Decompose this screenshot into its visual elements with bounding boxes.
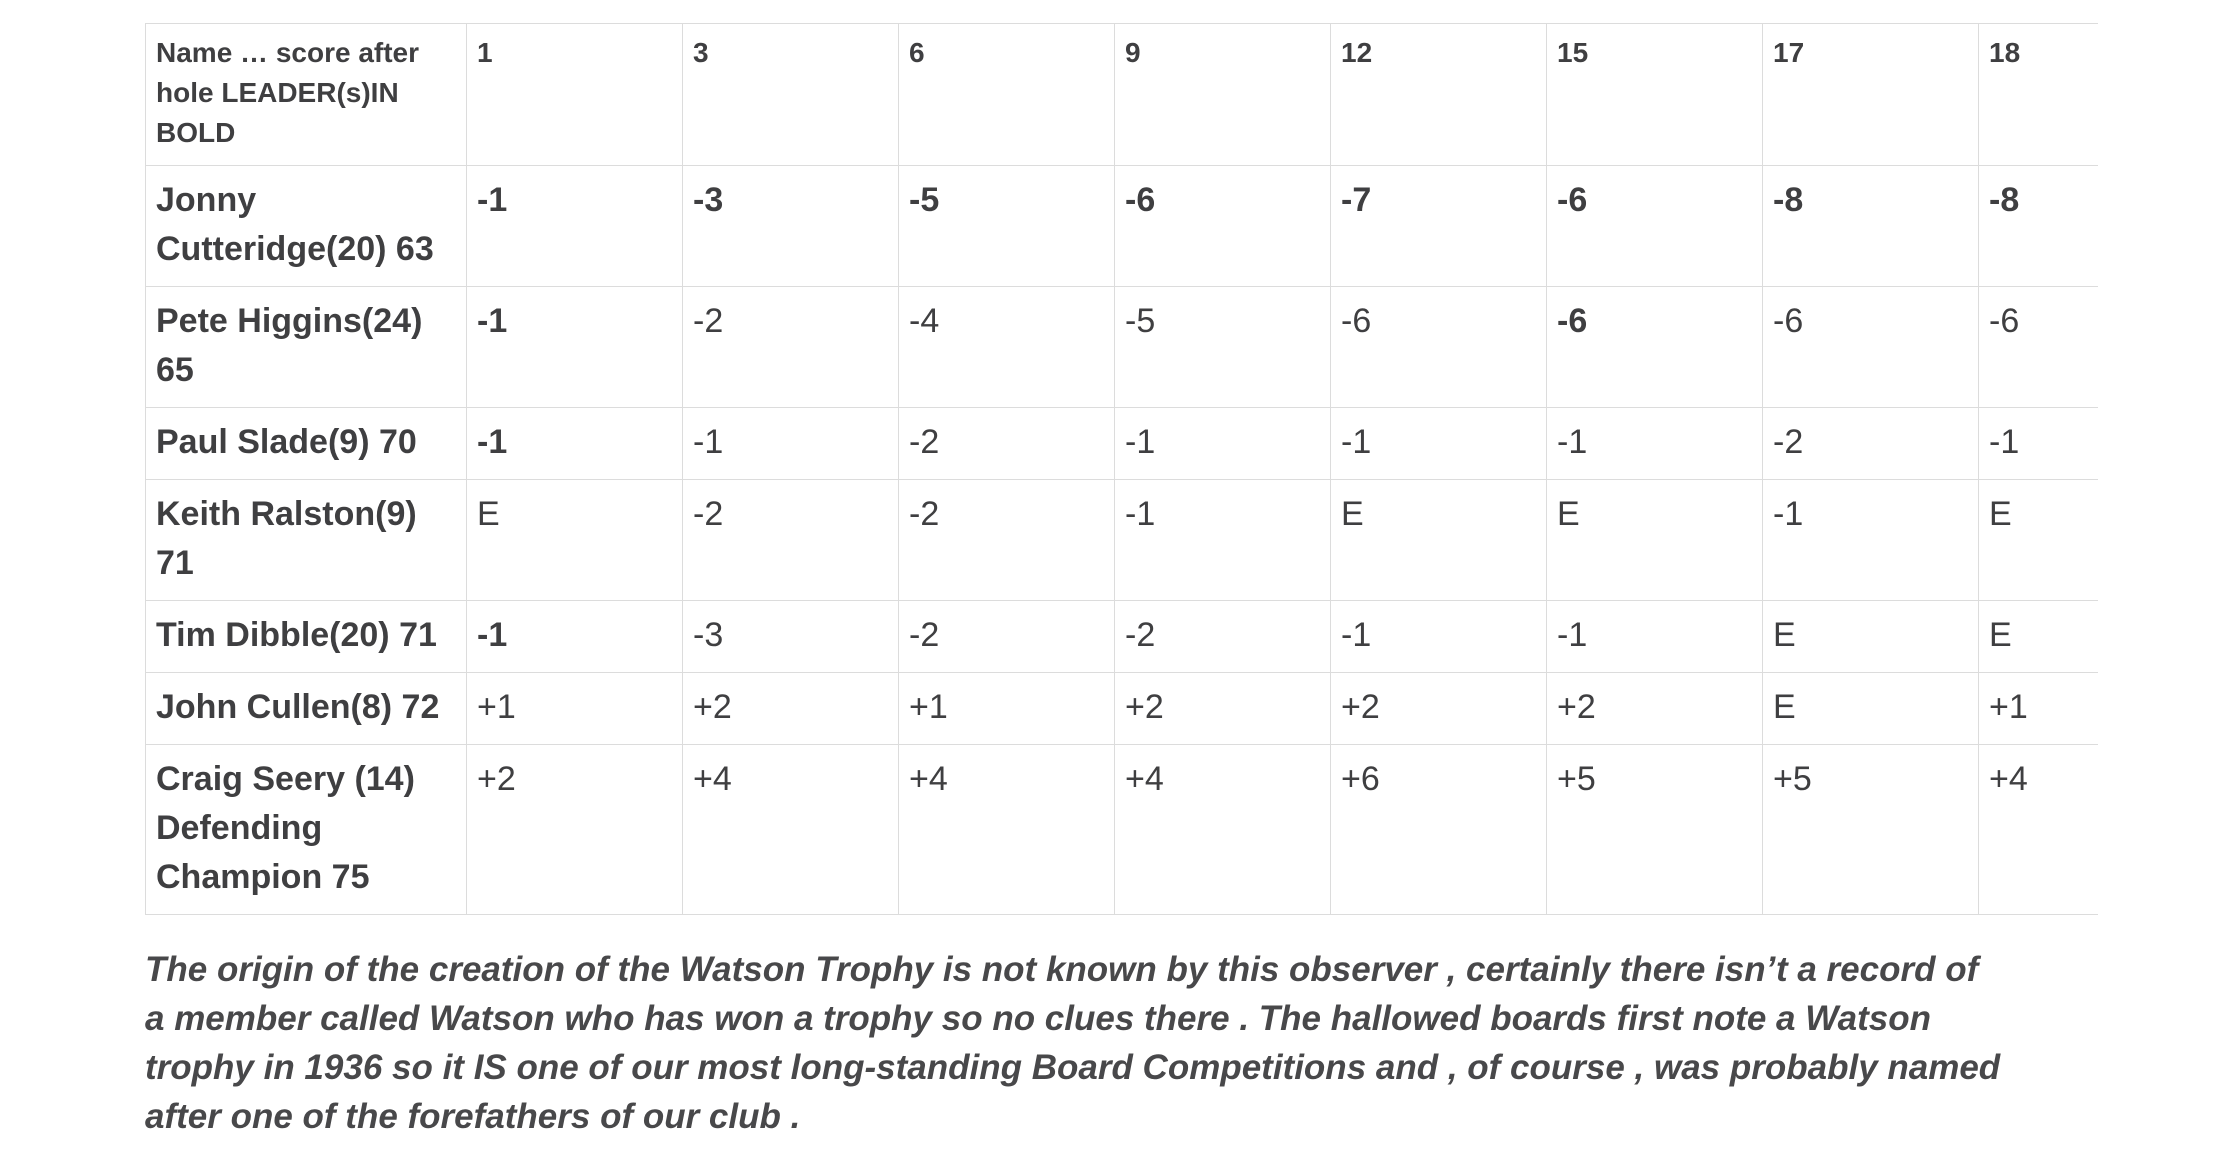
score-cell: +4: [683, 745, 899, 915]
table-row: [146, 480, 2098, 601]
player-name-cell: Paul Slade(9) 70: [146, 408, 467, 480]
score-cell: +1: [899, 673, 1115, 745]
score-cell: -5: [899, 166, 1115, 287]
score-cell: -1: [1547, 601, 1763, 673]
score-cell: -1: [1331, 601, 1547, 673]
score-cell: -2: [1115, 601, 1331, 673]
score-cell: +4: [1115, 745, 1331, 915]
score-cell: E: [1331, 480, 1547, 601]
header-hole-cell: 17: [1763, 24, 1979, 166]
score-cell: -8: [1979, 166, 2098, 287]
score-cell: -5: [1115, 287, 1331, 408]
table-row: [146, 166, 2098, 287]
table-row: [146, 408, 2098, 480]
table-row: [146, 745, 2098, 915]
score-cell: +4: [899, 745, 1115, 915]
table-row: [146, 287, 2098, 408]
header-hole-cell: 1: [467, 24, 683, 166]
scores-table-body: [146, 24, 2098, 915]
watson-trophy-paragraph: The origin of the creation of the Watson Trophy is not known by this observer , certainly there isn’t a record of a member called Watson who has won a trophy so no clues there . The hallowed boards first note a Watson trophy in 1936 so it IS one of our most long-standing Board Competitions and , of course , was probably named after one of the forefathers of our club .: [145, 950, 2001, 1136]
score-cell: -1: [683, 408, 899, 480]
score-cell: -6: [1331, 287, 1547, 408]
header-hole-cell: 15: [1547, 24, 1763, 166]
header-hole-cell: 9: [1115, 24, 1331, 166]
score-cell: E: [1763, 601, 1979, 673]
header-name-cell: Name … score after hole LEADER(s)IN BOLD: [146, 24, 467, 166]
header-hole-cell: 12: [1331, 24, 1547, 166]
score-cell: -8: [1763, 166, 1979, 287]
score-cell: +4: [1979, 745, 2098, 915]
score-cell: -1: [467, 287, 683, 408]
score-cell: E: [1979, 601, 2098, 673]
score-cell: +2: [1331, 673, 1547, 745]
score-cell: +2: [1115, 673, 1331, 745]
score-cell: -1: [467, 408, 683, 480]
score-cell: +2: [467, 745, 683, 915]
score-cell: -3: [683, 166, 899, 287]
score-cell: -2: [899, 408, 1115, 480]
score-cell: +2: [683, 673, 899, 745]
score-cell: -2: [683, 480, 899, 601]
score-cell: -6: [1547, 166, 1763, 287]
score-cell: E: [1547, 480, 1763, 601]
score-cell: E: [467, 480, 683, 601]
score-cell: -2: [899, 480, 1115, 601]
score-cell: -1: [1763, 480, 1979, 601]
score-cell: -6: [1547, 287, 1763, 408]
score-cell: +1: [467, 673, 683, 745]
score-cell: +1: [1979, 673, 2098, 745]
score-cell: +2: [1547, 673, 1763, 745]
score-cell: -4: [899, 287, 1115, 408]
score-cell: -1: [1547, 408, 1763, 480]
score-cell: -1: [467, 601, 683, 673]
score-cell: -2: [683, 287, 899, 408]
score-cell: +6: [1331, 745, 1547, 915]
score-cell: -3: [683, 601, 899, 673]
score-cell: -1: [1979, 408, 2098, 480]
score-cell: -1: [1115, 480, 1331, 601]
score-cell: +5: [1547, 745, 1763, 915]
header-hole-cell: 18: [1979, 24, 2098, 166]
score-cell: -6: [1979, 287, 2098, 408]
table-header-row: [146, 24, 2098, 166]
score-cell: E: [1763, 673, 1979, 745]
score-cell: -1: [1115, 408, 1331, 480]
table-row: [146, 673, 2098, 745]
score-cell: -7: [1331, 166, 1547, 287]
player-name-cell: Craig Seery (14) Defending Champion 75: [146, 745, 467, 915]
player-name-cell: Pete Higgins(24) 65: [146, 287, 467, 408]
player-name-cell: Keith Ralston(9) 71: [146, 480, 467, 601]
header-hole-cell: 6: [899, 24, 1115, 166]
player-name-cell: John Cullen(8) 72: [146, 673, 467, 745]
score-cell: -1: [1331, 408, 1547, 480]
header-hole-cell: 3: [683, 24, 899, 166]
score-cell: -2: [899, 601, 1115, 673]
score-cell: E: [1979, 480, 2098, 601]
player-name-cell: Tim Dibble(20) 71: [146, 601, 467, 673]
score-cell: -6: [1115, 166, 1331, 287]
score-cell: -1: [467, 166, 683, 287]
player-name-cell: Jonny Cutteridge(20) 63: [146, 166, 467, 287]
scores-table: [145, 23, 2098, 915]
score-cell: -6: [1763, 287, 1979, 408]
score-cell: -2: [1763, 408, 1979, 480]
score-cell: +5: [1763, 745, 1979, 915]
table-row: [146, 601, 2098, 673]
